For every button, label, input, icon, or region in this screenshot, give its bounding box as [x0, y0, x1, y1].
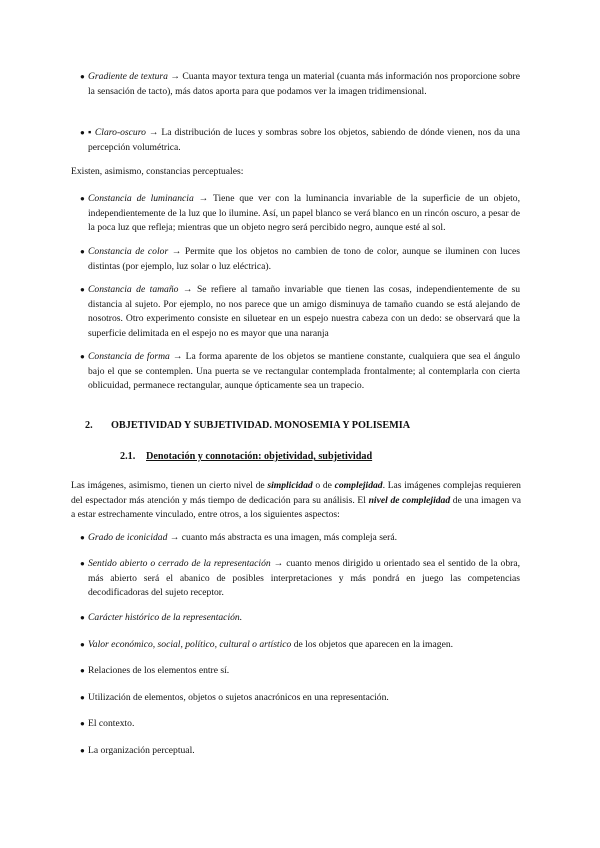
text-run-bold: simplicidad — [267, 480, 313, 491]
section-heading — [85, 419, 410, 434]
definition: El contexto. — [88, 718, 135, 729]
bullet-icon: ● — [80, 719, 85, 728]
definition: → La forma aparente de los objetos se mantiene constante, cualquiera que sea el ángulo bajo el que se contemplen. Una puerta se ve rectangular contemplada frontalmente; al contemplarla con cierta oblicuidad, permanece rectangular, aunque ópticamente sea un trapecio. — [88, 351, 520, 392]
definition: Relaciones de los elementos entre sí. — [88, 665, 230, 676]
list-item — [80, 717, 520, 732]
bullet-icon: ● — [80, 746, 85, 755]
list-item — [80, 744, 520, 759]
term: Claro-oscuro — [94, 127, 146, 138]
term: Constancia de luminancia — [88, 193, 194, 204]
bullet-icon: ● — [80, 559, 85, 568]
list-item — [80, 691, 520, 706]
list-item — [80, 557, 520, 601]
definition: Utilización de elementos, objetos o sujetos anacrónicos en una representación. — [88, 692, 389, 703]
list-item — [80, 126, 520, 155]
list-item — [80, 70, 520, 99]
definition: de los objetos que aparecen en la imagen. — [291, 639, 454, 650]
subsection-number: 2.1. — [120, 451, 136, 462]
definition: → Se refiere al tamaño invariable que tienen las cosas, independientemente de su distancia al sujeto. Por ejemplo, no nos parece que un amigo disminuya de tamaño cuando se está alejando de nosotros. Otro experimento consiste en siluetear en un espejo nuestra cabeza con un dedo: se observará que la superficie delimitada en el espejo no es mayor que una naranja — [88, 284, 521, 339]
intro-constancias: Existen, asimismo, constancias perceptuales: — [71, 166, 244, 177]
sub-bullet-icon: ▪ — [88, 127, 95, 138]
definition: La organización perceptual. — [88, 745, 195, 756]
bullet-icon: ● — [80, 613, 85, 622]
term: Constancia de color — [88, 246, 169, 257]
term: Grado de iconicidad — [88, 532, 168, 543]
definition: → Cuanta mayor textura tenga un material (cuanta más información nos proporcione sobre la sensación de tacto), más datos aporta para que podamos ver la imagen tridimensional. — [88, 71, 520, 97]
definition: → cuanto más abstracta es una imagen, más compleja será. — [167, 532, 398, 543]
text-run-bold: nivel de complejidad — [368, 494, 451, 506]
list-item — [80, 245, 520, 274]
term: Valor económico, social, político, cultural o artístico — [88, 639, 292, 650]
term: Sentido abierto o cerrado de la representación — [88, 558, 271, 569]
term: Gradiente de textura — [88, 71, 168, 82]
definition: → Permite que los objetos no cambien de tono de color, aunque se iluminen con luces distintas (por ejemplo, luz solar o luz eléctrica). — [88, 246, 520, 272]
bullet-icon: ● — [80, 533, 85, 542]
list-item — [80, 192, 521, 236]
bullet-icon: ● — [80, 693, 85, 702]
bullet-icon: ● — [80, 247, 85, 256]
bullet-icon: ● — [80, 352, 85, 361]
list-item — [80, 531, 520, 546]
section-number: 2. — [85, 420, 93, 431]
list-item — [80, 350, 520, 394]
subsection-title: Denotación y connotación: objetividad, subjetividad — [146, 451, 373, 462]
paragraph-complejidad — [71, 479, 521, 523]
bullet-icon: ● — [80, 128, 85, 137]
text-run-bold: complejidad — [334, 480, 383, 491]
text-run: Las imágenes, asimismo, tienen un cierto nivel de — [71, 480, 268, 491]
list-item — [80, 638, 520, 653]
bullet-icon: ● — [80, 72, 85, 81]
bullet-icon: ● — [80, 194, 85, 203]
text-run: de una imagen va a estar estrechamente vinculado, entre otros, a los siguientes aspectos: — [71, 494, 521, 521]
bullet-icon: ● — [80, 640, 85, 649]
list-item — [80, 283, 521, 341]
bullet-icon: ● — [80, 285, 85, 294]
term: Constancia de forma — [88, 351, 170, 362]
term: Constancia de tamaño — [88, 284, 179, 295]
definition: → La distribución de luces y sombras sobre los objetos, sabiendo de dónde vienen, nos da una percepción volumétrica. — [88, 127, 520, 153]
list-item — [80, 611, 520, 626]
list-item — [80, 664, 520, 679]
section-title: OBJETIVIDAD Y SUBJETIVIDAD. MONOSEMIA Y POLISEMIA — [111, 420, 411, 431]
definition: → Tiene que ver con la luminancia invariable de la superficie de un objeto, independientemente de la luz que lo ilumine. Así, un papel blanco se verá blanco en un rincón oscuro, a pesar de la poca luz que refleja; mientras que un objeto negro será percibido negro, aunque esté al sol. — [88, 193, 521, 234]
text-run: . Las imágenes complejas requieren del espectador más atención y más tiempo de dedicación para su análisis. El — [71, 480, 521, 506]
text-run: o de — [312, 480, 335, 491]
subsection-heading — [120, 450, 372, 465]
term: Carácter histórico de la representación. — [88, 612, 243, 623]
definition: → cuanto menos dirigido u orientado sea el sentido de la obra, más abierto será el abanico de posibles interpretaciones y más pondrá en juego las competencias decodificadoras del sujeto receptor. — [88, 558, 520, 599]
bullet-icon: ● — [80, 666, 85, 675]
